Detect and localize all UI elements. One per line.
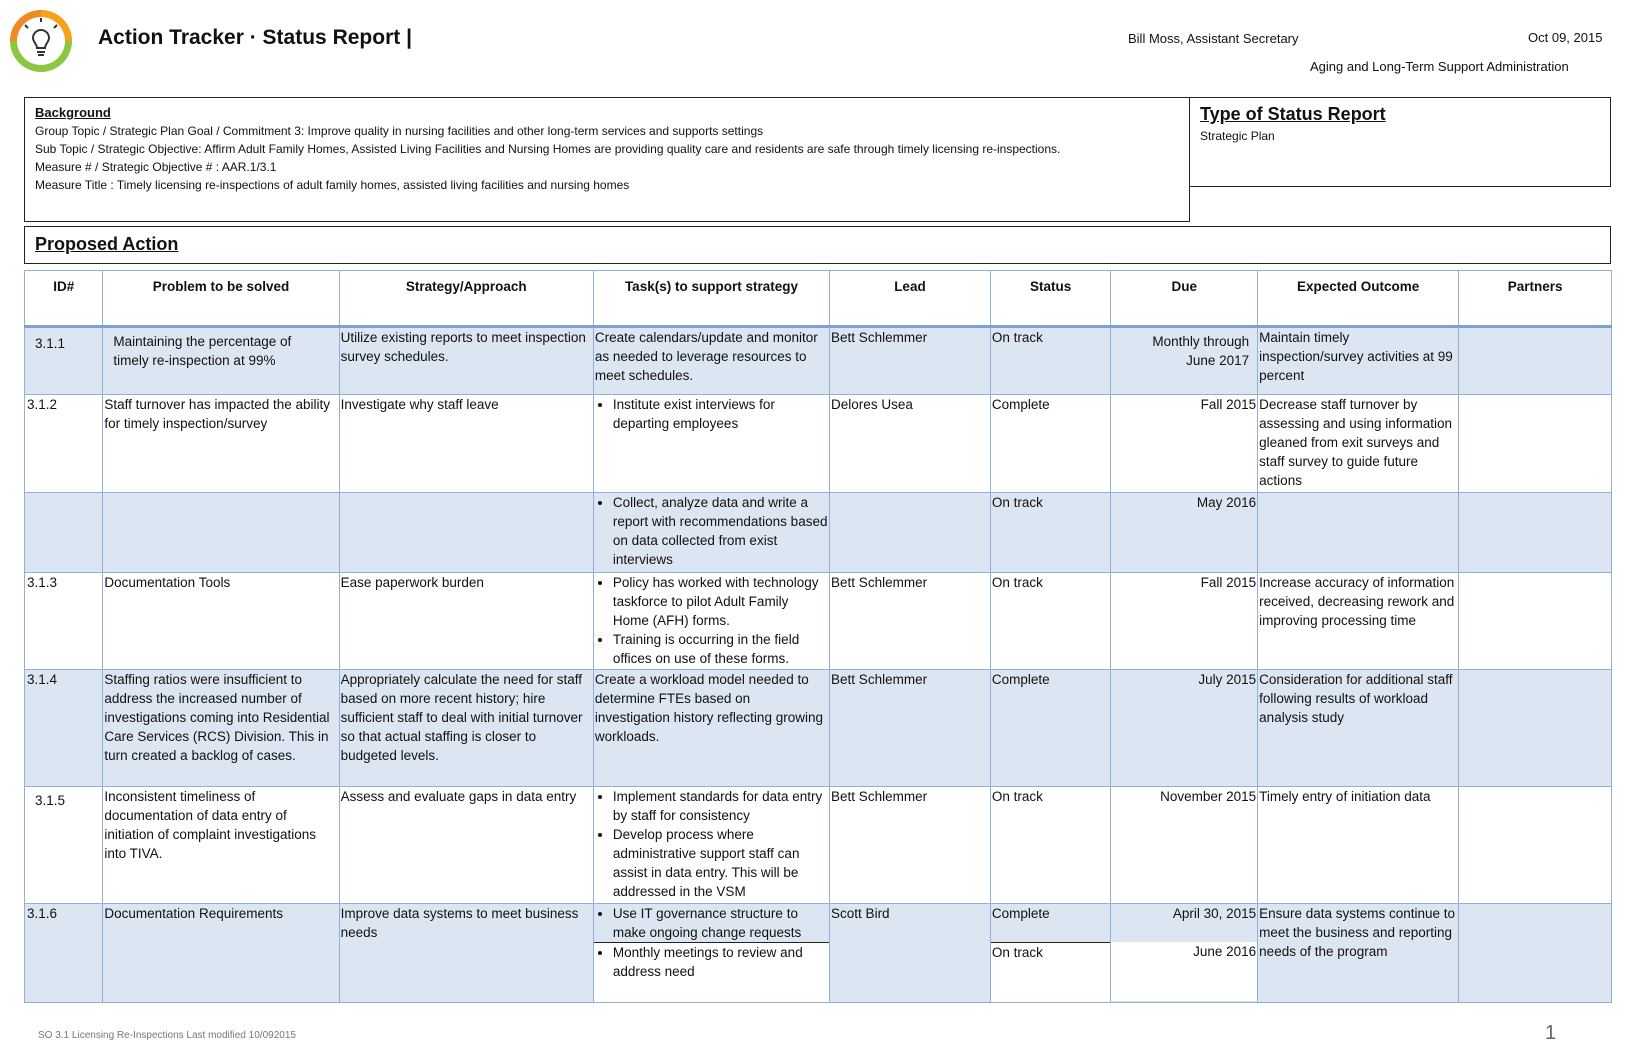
cell-partners xyxy=(1459,670,1612,787)
table-header-row xyxy=(25,271,1612,327)
cell-strategy: Assess and evaluate gaps in data entry xyxy=(339,787,593,904)
col-header-id: ID# xyxy=(25,271,103,327)
cell-id: 3.1.1 xyxy=(25,327,103,395)
page-number: 1 xyxy=(1545,1022,1557,1044)
cell-outcome: Maintain timely inspection/survey activities at 99 percent xyxy=(1258,327,1459,395)
cell-status: Complete xyxy=(990,395,1111,493)
cell-strategy: Ease paperwork burden xyxy=(339,573,593,670)
task-item: • Use IT governance structure to make ongoing change requests xyxy=(613,904,828,942)
cell-id: 3.1.5 xyxy=(25,787,103,904)
background-section xyxy=(24,97,1190,222)
background-heading: Background xyxy=(35,105,111,120)
cell-outcome: Decrease staff turnover by assessing and using information gleaned from exit surveys and staff survey to guide future actions xyxy=(1258,395,1459,493)
col-header-due: Due xyxy=(1111,271,1258,327)
cell-outcome: Consideration for additional staff following results of workload analysis study xyxy=(1258,670,1459,787)
cell-tasks xyxy=(593,395,829,493)
cell-id xyxy=(25,493,103,573)
cell-partners xyxy=(1459,493,1612,573)
cell-status: On track xyxy=(990,787,1111,904)
cell-id: 3.1.6 xyxy=(25,904,103,1003)
col-header-strategy: Strategy/Approach xyxy=(339,271,593,327)
col-header-partners: Partners xyxy=(1459,271,1612,327)
cell-outcome: Increase accuracy of information received, decreasing rework and improving processing time xyxy=(1258,573,1459,670)
cell-due: Monthly through June 2017 xyxy=(1111,327,1258,395)
task-item: • Training is occurring in the field offices on use of these forms. xyxy=(613,630,828,668)
background-measure: Measure # / Strategic Objective # : AAR.1/3.1 xyxy=(35,160,277,174)
footer-note: SO 3.1 Licensing Re-Inspections Last modified 10/092015 xyxy=(38,1030,296,1041)
task-item: • Monthly meetings to review and address need xyxy=(613,943,828,981)
page-title: Action Tracker · Status Report | xyxy=(98,26,412,49)
cell-strategy: Utilize existing reports to meet inspection survey schedules. xyxy=(339,327,593,395)
cell-problem: Maintaining the percentage of timely re-inspection at 99% xyxy=(103,327,339,395)
cell-problem xyxy=(103,493,339,573)
action-table xyxy=(24,270,1612,1003)
background-goal: Group Topic / Strategic Plan Goal / Commitment 3: Improve quality in nursing facilities and other long-term services and supports settings xyxy=(35,124,764,138)
cell-due: Fall 2015 xyxy=(1111,573,1258,670)
cell-problem: Staff turnover has impacted the ability for timely inspection/survey xyxy=(103,395,339,493)
task-item: • Implement standards for data entry by staff for consistency xyxy=(613,787,828,825)
cell-outcome: Ensure data systems continue to meet the business and reporting needs of the program xyxy=(1258,904,1459,1003)
author-name: Bill Moss, Assistant Secretary xyxy=(1128,31,1299,46)
cell-status xyxy=(990,904,1111,1003)
table-row xyxy=(25,573,1612,670)
cell-outcome: Timely entry of initiation data xyxy=(1258,787,1459,904)
cell-due xyxy=(1111,904,1258,1003)
task-item: • Develop process where administrative support staff can assist in data entry. This will be addressed in the VSM xyxy=(613,825,828,901)
cell-partners xyxy=(1459,573,1612,670)
cell-lead: Delores Usea xyxy=(830,395,991,493)
cell-partners xyxy=(1459,904,1612,1003)
cell-tasks: Create calendars/update and monitor as needed to leverage resources to meet schedules. xyxy=(593,327,829,395)
cell-partners xyxy=(1459,395,1612,493)
cell-status: On track xyxy=(990,573,1111,670)
table-row xyxy=(25,787,1612,904)
cell-due: Fall 2015 xyxy=(1111,395,1258,493)
col-header-outcome: Expected Outcome xyxy=(1258,271,1459,327)
due-value: April 30, 2015 xyxy=(1172,906,1257,921)
cell-id: 3.1.3 xyxy=(25,573,103,670)
report-date: Oct 09, 2015 xyxy=(1528,30,1603,45)
type-value: Strategic Plan xyxy=(1200,129,1275,143)
table-row xyxy=(25,327,1612,395)
cell-id: 3.1.4 xyxy=(25,670,103,787)
cell-tasks: Create a workload model needed to determine FTEs based on investigation history reflecting growing workloads. xyxy=(593,670,829,787)
administration-name: Aging and Long-Term Support Administration xyxy=(1310,59,1569,74)
cell-status: Complete xyxy=(990,670,1111,787)
cell-partners xyxy=(1459,327,1612,395)
cell-due: May 2016 xyxy=(1111,493,1258,573)
proposed-action-section xyxy=(24,226,1611,264)
cell-due: July 2015 xyxy=(1111,670,1258,787)
task-item: • Institute exist interviews for departing employees xyxy=(613,395,828,433)
cell-lead xyxy=(830,493,991,573)
due-value: June 2016 xyxy=(1111,942,1257,1001)
cell-partners xyxy=(1459,787,1612,904)
table-row xyxy=(25,395,1612,493)
col-header-problem: Problem to be solved xyxy=(103,271,339,327)
cell-status: On track xyxy=(990,493,1111,573)
cell-problem: Inconsistent timeliness of documentation of data entry of initiation of complaint investigations into TIVA. xyxy=(103,787,339,904)
type-heading: Type of Status Report xyxy=(1200,104,1386,124)
cell-lead: Bett Schlemmer xyxy=(830,327,991,395)
cell-tasks xyxy=(593,904,829,1003)
cell-lead: Scott Bird xyxy=(830,904,991,1003)
cell-strategy xyxy=(339,493,593,573)
cell-problem: Documentation Requirements xyxy=(103,904,339,1003)
task-item: • Policy has worked with technology taskforce to pilot Adult Family Home (AFH) forms. xyxy=(613,573,828,630)
cell-lead: Bett Schlemmer xyxy=(830,573,991,670)
cell-lead: Bett Schlemmer xyxy=(830,787,991,904)
cell-strategy: Improve data systems to meet business needs xyxy=(339,904,593,1003)
background-measure-title: Measure Title : Timely licensing re-inspections of adult family homes, assisted living facilities and nursing homes xyxy=(35,178,630,192)
cell-id: 3.1.2 xyxy=(25,395,103,493)
background-objective: Sub Topic / Strategic Objective: Affirm Adult Family Homes, Assisted Living Facilities and Nursing Homes are providing quality care and residents are safe through timely licensing re-inspections. xyxy=(35,142,1061,156)
task-item: • Collect, analyze data and write a report with recommendations based on data collected from exist interviews xyxy=(613,493,828,569)
cell-tasks xyxy=(593,493,829,573)
table-row xyxy=(25,493,1612,573)
cell-strategy: Investigate why staff leave xyxy=(339,395,593,493)
cell-lead: Bett Schlemmer xyxy=(830,670,991,787)
col-header-lead: Lead xyxy=(830,271,991,327)
status-value: Complete xyxy=(991,904,1111,943)
lightbulb-logo-icon xyxy=(8,8,74,74)
proposed-action-heading: Proposed Action xyxy=(35,234,179,254)
table-row xyxy=(25,670,1612,787)
cell-status: On track xyxy=(990,327,1111,395)
cell-strategy: Appropriately calculate the need for staff based on more recent history; hire sufficient staff to deal with initial turnover so that actual staffing is closer to budgeted levels. xyxy=(339,670,593,787)
cell-problem: Staffing ratios were insufficient to address the increased number of investigations coming into Residential Care Services (RCS) Division. This in turn created a backlog of cases. xyxy=(103,670,339,787)
table-row xyxy=(25,904,1612,1003)
col-header-tasks: Task(s) to support strategy xyxy=(593,271,829,327)
cell-tasks xyxy=(593,787,829,904)
cell-problem: Documentation Tools xyxy=(103,573,339,670)
cell-outcome xyxy=(1258,493,1459,573)
cell-due: November 2015 xyxy=(1111,787,1258,904)
col-header-status: Status xyxy=(990,271,1111,327)
type-of-status-report xyxy=(1189,97,1611,187)
cell-tasks xyxy=(593,573,829,670)
status-value: On track xyxy=(991,943,1111,1002)
